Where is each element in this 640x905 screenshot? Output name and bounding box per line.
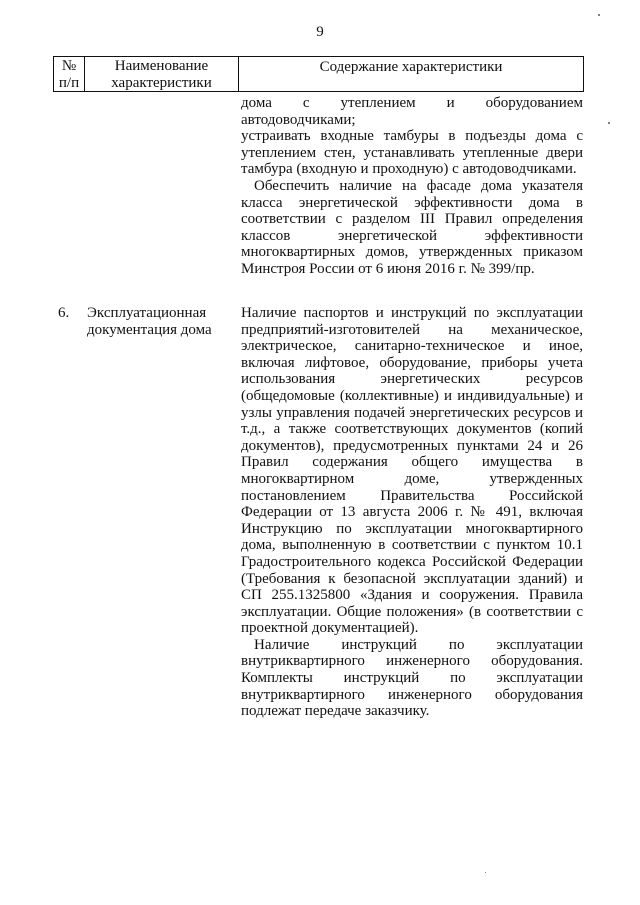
header-name-column: Наименование характеристики xyxy=(85,57,239,91)
row-6-paragraph-1: Наличие паспортов и инструкций по эксплуатации предприятий-изготовителей на механическое, электрическое, санитарно-техническое и иное, включая лифтовое, оборудование, приборы учета использования энергетических ресурсов (общедомовые (коллективные) и индивидуальные) и узлы управления подачей энергетических ресурсов и т.д., а также соответствующих документов (копий документов), предусмотренных пунктами 24 и 26 Правил содержания общего имущества в многоквартирном доме, утвержденных постановлением Правительства Российской Федерации от 13 августа 2006 г. № 491, включая Инструкцию по эксплуатации многоквартирного дома, выполненную в соответствии с пунктом 10.1 Градостроительного кодекса Российской Федерации (Требования к безопасной эксплуатации зданий) и СП 255.1325800 «Здания и сооружения. Правила эксплуатации. Общие положения» (в соответствии с проектной документацией). xyxy=(241,305,583,637)
row-6-name: Эксплуатационная документация дома xyxy=(87,305,212,338)
page-number: 9 xyxy=(316,24,324,40)
table-header xyxy=(53,56,584,92)
continued-content xyxy=(241,95,583,278)
header-number-column: № п/п xyxy=(54,57,85,91)
scan-speck xyxy=(485,872,486,873)
scan-speck xyxy=(598,14,600,16)
continued-paragraph-3: Обеспечить наличие на фасаде дома указателя класса энергетической эффективности дома в соответствии с разделом III Правил определения классов энергетической эффективности многоквартирных домов, утвержденных приказом Минстроя России от 6 июня 2016 г. № 399/пр. xyxy=(241,177,583,277)
continued-paragraph-1: дома с утеплением и оборудованием автодоводчиками; xyxy=(241,95,583,128)
row-6-content xyxy=(241,305,583,720)
continued-paragraph-2: устраивать входные тамбуры в подъезды дома с утеплением стен, устанавливать утепленные двери тамбура (входную и проходную) с автодоводчиками. xyxy=(241,128,583,178)
row-6-number: 6. xyxy=(58,305,70,321)
header-content-column: Содержание характеристики xyxy=(319,59,503,75)
scan-speck xyxy=(608,122,610,124)
row-6-paragraph-2: Наличие инструкций по эксплуатации внутриквартирного инженерного оборудования. Комплекты инструкций по эксплуатации внутриквартирного инженерного оборудования подлежат передаче заказчику. xyxy=(241,636,583,720)
